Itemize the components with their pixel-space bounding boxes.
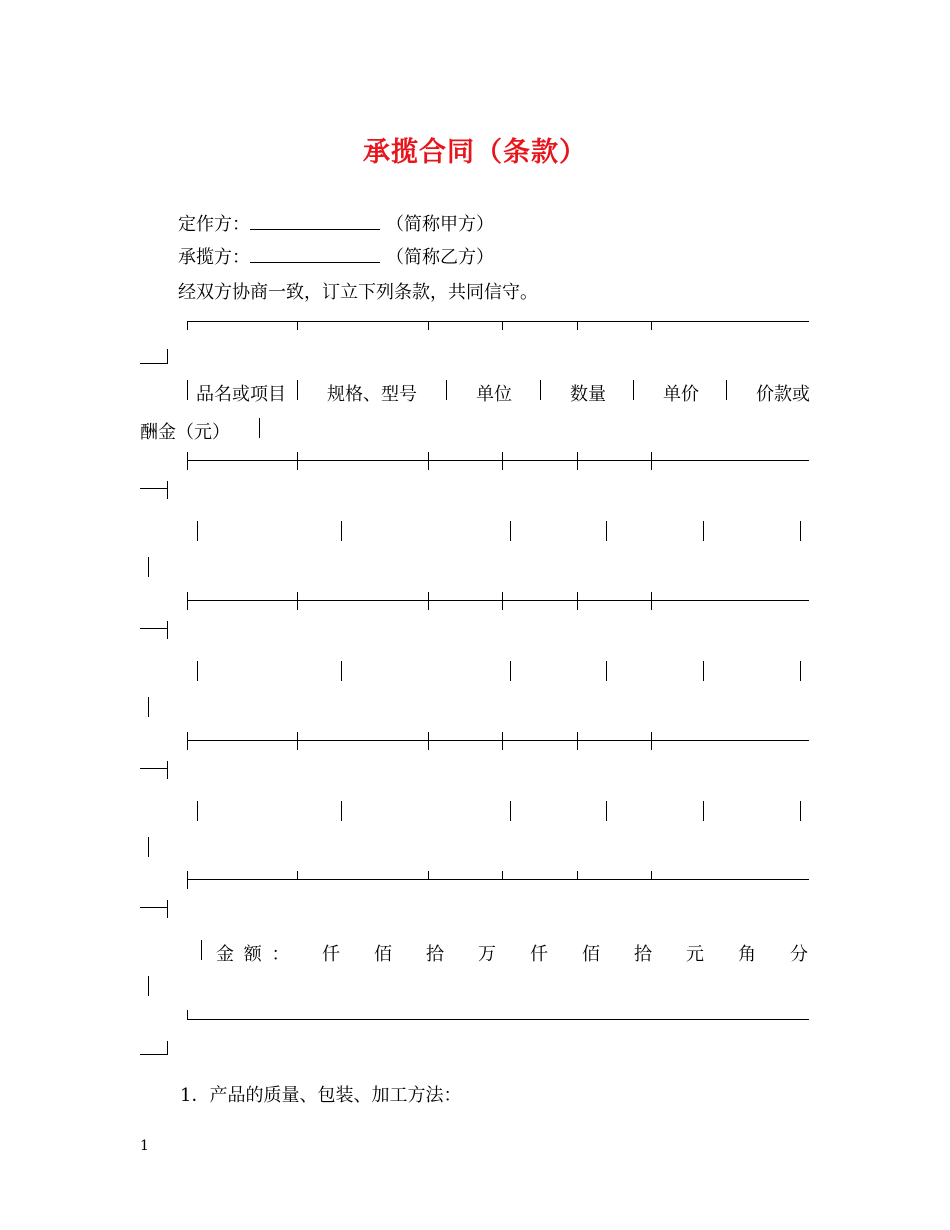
table-vbar <box>703 521 704 541</box>
amount-unit: 拾 <box>634 944 652 965</box>
table-vbar <box>446 380 447 400</box>
table-tick <box>428 321 429 330</box>
table-separator <box>187 740 809 741</box>
table-vbar <box>510 801 511 821</box>
clause-1: 1．产品的质量、包装、加工方法： <box>180 1085 462 1106</box>
party-b-note: （简称乙方） <box>386 247 494 268</box>
amount-unit: 角 <box>738 944 756 965</box>
table-vbar <box>703 801 704 821</box>
table-separator <box>187 600 809 601</box>
table-border-bottom <box>187 1019 809 1020</box>
table-tick <box>428 592 429 610</box>
table-separator <box>187 460 809 461</box>
table-tick <box>297 321 298 330</box>
party-b-line <box>178 243 494 269</box>
party-b-label: 承揽方： <box>178 247 250 268</box>
table-tick <box>297 452 298 470</box>
party-a-line <box>178 210 494 236</box>
table-tick <box>187 592 188 610</box>
table-separator-wrap <box>140 907 168 908</box>
table-tick <box>577 452 578 470</box>
table-vbar <box>510 521 511 541</box>
table-separator-wrap <box>140 768 168 769</box>
table-separator-wrap <box>140 488 168 489</box>
table-vbar <box>540 380 541 400</box>
page-title: 承揽合同（条款） <box>363 137 587 168</box>
table-tick <box>187 452 188 470</box>
table-tick <box>502 452 503 470</box>
amount-unit: 佰 <box>582 944 600 965</box>
table-tick <box>297 871 298 880</box>
table-tick <box>651 321 652 330</box>
header-unit: 单位 <box>476 384 512 405</box>
table-tick <box>651 732 652 750</box>
page-number: 1 <box>140 1138 149 1154</box>
table-tick <box>577 732 578 750</box>
table-tick <box>577 871 578 880</box>
table-tick <box>297 732 298 750</box>
table-vbar <box>800 661 801 681</box>
table-vbar <box>148 976 149 996</box>
party-a-note: （简称甲方） <box>386 214 494 235</box>
table-vbar <box>341 521 342 541</box>
header-unit-price: 单价 <box>663 384 699 405</box>
table-vbar <box>297 380 298 400</box>
table-tick <box>577 592 578 610</box>
table-vbar <box>197 801 198 821</box>
table-vbar <box>187 380 188 400</box>
amount-unit: 拾 <box>426 944 444 965</box>
party-a-blank[interactable] <box>250 211 380 230</box>
table-border-bottom-wrap <box>140 1040 168 1055</box>
table-tick <box>651 871 652 880</box>
table-border-wrap <box>140 349 168 364</box>
party-a-label: 定作方： <box>178 214 250 235</box>
table-vbar <box>800 521 801 541</box>
table-tick <box>428 732 429 750</box>
table-tick <box>651 592 652 610</box>
header-quantity: 数量 <box>570 384 606 405</box>
table-vbar <box>341 661 342 681</box>
table-vbar <box>341 801 342 821</box>
table-vbar <box>148 697 149 717</box>
table-separator <box>187 879 809 880</box>
table-vbar <box>510 661 511 681</box>
table-tick <box>502 871 503 880</box>
table-vbar <box>726 380 727 400</box>
table-tick <box>502 732 503 750</box>
header-price-wrap: 酬金（元） <box>140 422 230 443</box>
table-tick <box>502 592 503 610</box>
table-vbar <box>197 661 198 681</box>
amount-unit: 分 <box>790 944 808 965</box>
header-spec: 规格、型号 <box>327 384 417 405</box>
table-vbar <box>148 837 149 857</box>
table-tick <box>187 871 188 889</box>
table-border-top <box>187 321 809 322</box>
amount-unit: 仟 <box>322 944 340 965</box>
table-vbar <box>606 801 607 821</box>
table-vbar <box>633 380 634 400</box>
table-separator-wrap <box>140 628 168 629</box>
table-tick <box>187 732 188 750</box>
amount-label: 金 额 ： <box>216 944 292 965</box>
table-tick <box>428 871 429 880</box>
table-tick <box>502 321 503 330</box>
intro-text: 经双方协商一致，订立下列条款，共同信守。 <box>178 282 538 303</box>
amount-unit: 元 <box>686 944 704 965</box>
table-tick <box>577 321 578 330</box>
amount-unit: 仟 <box>530 944 548 965</box>
table-vbar <box>606 521 607 541</box>
table-vbar <box>197 521 198 541</box>
table-vbar <box>800 801 801 821</box>
table-tick <box>297 592 298 610</box>
party-b-blank[interactable] <box>250 244 380 263</box>
table-tick <box>428 452 429 470</box>
table-tick <box>187 321 188 330</box>
header-price: 价款或 <box>756 384 810 405</box>
amount-unit: 佰 <box>374 944 392 965</box>
table-tick <box>651 452 652 470</box>
header-item: 品名或项目 <box>196 384 286 405</box>
table-vbar <box>703 661 704 681</box>
table-vbar <box>201 940 202 960</box>
table-vbar <box>606 661 607 681</box>
table-vbar <box>148 557 149 577</box>
table-vbar <box>259 418 260 438</box>
amount-unit: 万 <box>478 944 496 965</box>
